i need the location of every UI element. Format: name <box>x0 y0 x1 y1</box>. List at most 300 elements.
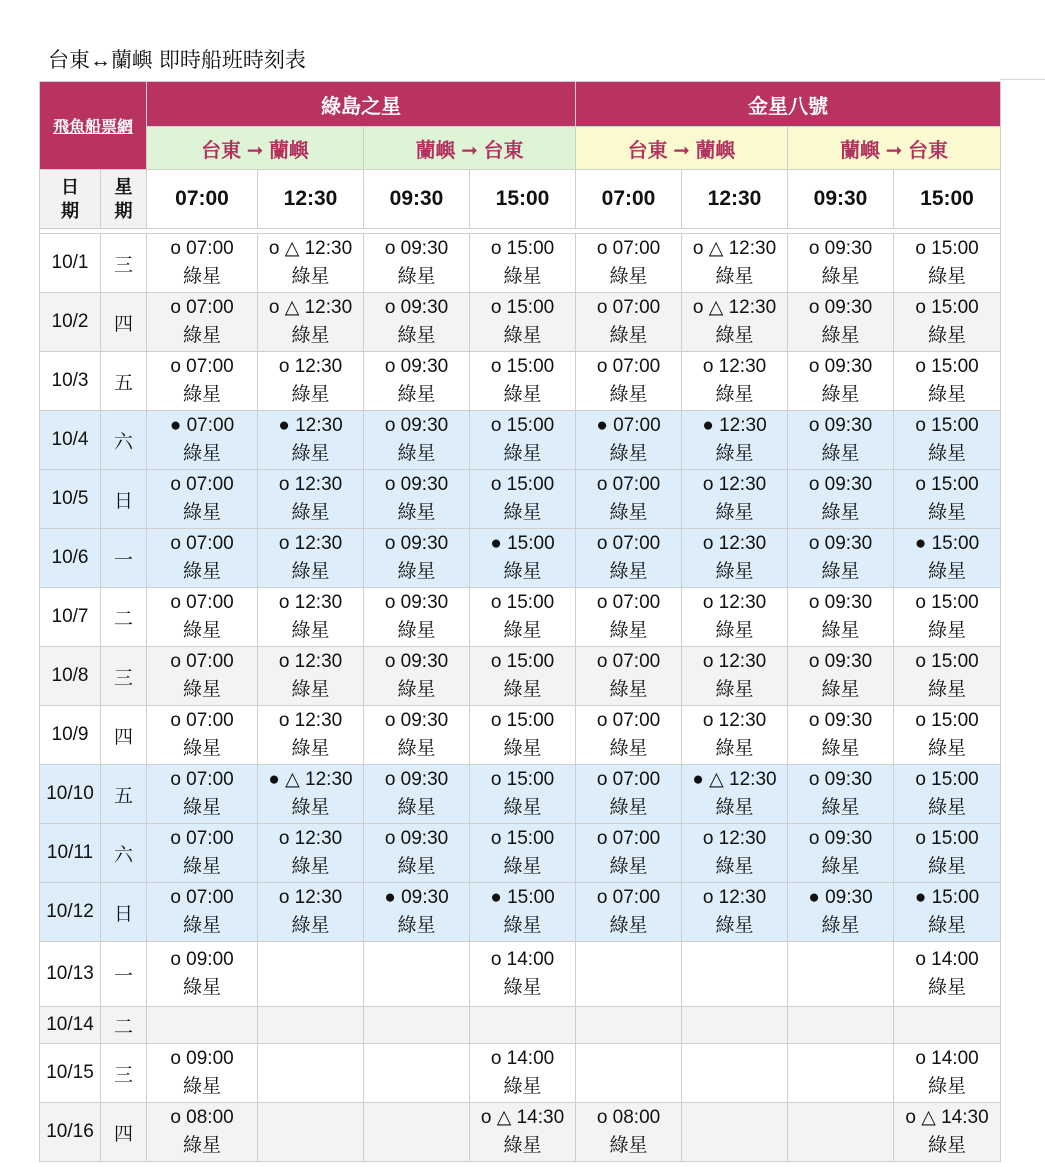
sailing-cell[interactable] <box>894 942 1001 1007</box>
weekday-cell: 二 <box>101 588 147 647</box>
sailing-entry <box>147 707 257 763</box>
table-row <box>40 765 1001 824</box>
sailing-entry <box>470 884 575 940</box>
sailing-ship: 綠星 <box>715 620 754 641</box>
sailing-cell[interactable] <box>682 470 788 529</box>
sailing-cell[interactable] <box>147 647 258 706</box>
date-column-header: 日期 <box>40 170 101 229</box>
sailing-cell[interactable] <box>788 765 894 824</box>
sailing-ship: 綠星 <box>715 266 754 287</box>
sailing-cell[interactable] <box>576 529 682 588</box>
sailing-time: o 09:30 <box>808 533 873 554</box>
sailing-cell[interactable] <box>258 883 364 942</box>
sailing-entry <box>470 412 575 468</box>
sailing-cell[interactable] <box>147 824 258 883</box>
sailing-cell[interactable] <box>147 706 258 765</box>
sailing-entry <box>258 825 363 881</box>
sailing-time: o 09:00 <box>170 949 234 970</box>
sailing-time: o 09:30 <box>384 828 449 849</box>
sailing-cell[interactable] <box>147 1103 258 1162</box>
sailing-time: o 09:30 <box>384 474 449 495</box>
sailing-time: o 12:30 <box>702 474 767 495</box>
sailing-cell[interactable] <box>788 234 894 293</box>
time-column-header: 09:30 <box>364 170 470 229</box>
sailing-cell[interactable] <box>470 1103 576 1162</box>
sailing-cell[interactable] <box>470 706 576 765</box>
sailing-entry <box>258 294 363 350</box>
sailing-entry <box>682 412 787 468</box>
sailing-entry <box>470 471 575 527</box>
sailing-entry <box>576 353 681 409</box>
sailing-entry <box>258 353 363 409</box>
sailing-entry <box>147 412 257 468</box>
sailing-ship: 綠星 <box>715 738 754 759</box>
sailing-entry <box>147 353 257 409</box>
sailing-ship: 綠星 <box>183 620 222 641</box>
date-cell: 10/13 <box>40 942 101 1007</box>
sailing-cell[interactable] <box>364 647 470 706</box>
sailing-time: ● 09:30 <box>808 887 873 908</box>
sailing-entry <box>364 412 469 468</box>
weekday-cell: 三 <box>101 234 147 293</box>
sailing-cell[interactable] <box>576 293 682 352</box>
sailing-cell[interactable] <box>894 1044 1001 1103</box>
sailing-cell[interactable] <box>470 411 576 470</box>
sailing-ship: 綠星 <box>609 620 648 641</box>
sailing-time: o 12:30 <box>278 533 343 554</box>
sailing-cell[interactable] <box>894 1103 1001 1162</box>
sailing-cell <box>258 1007 364 1044</box>
sailing-entry <box>364 766 469 822</box>
sailing-cell <box>788 942 894 1007</box>
sailing-cell[interactable] <box>470 765 576 824</box>
sailing-entry <box>147 1045 257 1101</box>
sailing-ship: 綠星 <box>183 384 222 405</box>
weekday-cell: 二 <box>101 1007 147 1044</box>
sailing-time: o 09:30 <box>384 533 449 554</box>
sailing-cell[interactable] <box>470 470 576 529</box>
sailing-entry <box>894 766 1000 822</box>
sailing-entry <box>788 471 893 527</box>
sailing-ship: 綠星 <box>715 384 754 405</box>
sailing-ship: 綠星 <box>928 797 967 818</box>
day-column-header: 星期 <box>101 170 147 229</box>
table-row <box>40 352 1001 411</box>
date-cell: 10/16 <box>40 1103 101 1162</box>
sailing-entry <box>147 530 257 586</box>
sailing-entry <box>894 471 1000 527</box>
sailing-cell[interactable] <box>894 470 1001 529</box>
sailing-ship: 綠星 <box>291 856 330 877</box>
sailing-entry <box>147 766 257 822</box>
sailing-ship: 綠星 <box>291 561 330 582</box>
sailing-cell[interactable] <box>147 411 258 470</box>
sailing-ship: 綠星 <box>503 266 542 287</box>
sailing-cell <box>258 942 364 1007</box>
sailing-cell[interactable] <box>894 588 1001 647</box>
sailing-cell[interactable] <box>470 352 576 411</box>
sailing-entry <box>576 825 681 881</box>
sailing-time: o 07:00 <box>170 592 234 613</box>
sailing-time: ● △ 12:30 <box>268 769 353 790</box>
sailing-cell[interactable] <box>364 883 470 942</box>
sailing-ship: 綠星 <box>291 620 330 641</box>
sailing-cell[interactable] <box>258 529 364 588</box>
sailing-entry <box>470 530 575 586</box>
sailing-entry <box>470 1045 575 1101</box>
sailing-entry <box>894 884 1000 940</box>
sailing-entry <box>258 766 363 822</box>
sailing-cell[interactable] <box>788 352 894 411</box>
sailing-cell[interactable] <box>147 293 258 352</box>
sailing-ship: 綠星 <box>715 443 754 464</box>
sailing-time: o 09:30 <box>808 769 873 790</box>
sailing-cell[interactable] <box>364 411 470 470</box>
sailing-cell[interactable] <box>576 824 682 883</box>
sailing-entry <box>364 235 469 291</box>
sailing-cell[interactable] <box>682 706 788 765</box>
sailing-ship: 綠星 <box>609 502 648 523</box>
sailing-time: o 07:00 <box>596 887 661 908</box>
sailing-cell[interactable] <box>682 883 788 942</box>
time-column-header: 09:30 <box>788 170 894 229</box>
sailing-cell <box>788 1103 894 1162</box>
sailing-time: o 15:00 <box>490 828 555 849</box>
sailing-cell[interactable] <box>576 411 682 470</box>
sailing-cell[interactable] <box>576 765 682 824</box>
sailing-cell[interactable] <box>147 352 258 411</box>
table-row <box>40 234 1001 293</box>
sailing-entry <box>258 235 363 291</box>
sailing-ship: 綠星 <box>183 738 222 759</box>
sailing-cell[interactable] <box>470 942 576 1007</box>
sailing-ship: 綠星 <box>928 1135 967 1156</box>
sailing-time: o 12:30 <box>702 710 767 731</box>
sailing-time: o 08:00 <box>170 1107 234 1128</box>
direction-header: 台東 ➞ 蘭嶼 <box>147 127 364 170</box>
sailing-ship: 綠星 <box>503 325 542 346</box>
sailing-cell[interactable] <box>576 1103 682 1162</box>
sailing-cell[interactable] <box>258 588 364 647</box>
table-row <box>40 1007 1001 1044</box>
sailing-cell[interactable] <box>364 706 470 765</box>
sailing-cell[interactable] <box>788 411 894 470</box>
sailing-cell[interactable] <box>258 706 364 765</box>
sailing-time: o 12:30 <box>278 651 343 672</box>
sailing-time: o 09:30 <box>808 651 873 672</box>
sailing-cell[interactable] <box>788 293 894 352</box>
sailing-entry <box>470 825 575 881</box>
sailing-entry <box>470 707 575 763</box>
sailing-cell[interactable] <box>470 1044 576 1103</box>
sailing-ship: 綠星 <box>397 266 436 287</box>
sailing-entry <box>147 294 257 350</box>
sailing-ship: 綠星 <box>397 384 436 405</box>
sailing-cell[interactable] <box>258 647 364 706</box>
table-row <box>40 588 1001 647</box>
sailing-ship: 綠星 <box>609 679 648 700</box>
sailing-entry <box>894 530 1000 586</box>
time-column-header: 07:00 <box>576 170 682 229</box>
sailing-entry <box>147 946 257 1002</box>
sailing-entry <box>894 294 1000 350</box>
weekday-cell: 一 <box>101 529 147 588</box>
sailing-cell[interactable] <box>894 765 1001 824</box>
weekday-cell: 一 <box>101 942 147 1007</box>
sailing-entry <box>788 766 893 822</box>
sailing-cell[interactable] <box>147 470 258 529</box>
sailing-ship: 綠星 <box>291 502 330 523</box>
sailing-time: o 07:00 <box>596 651 661 672</box>
sailing-entry <box>147 825 257 881</box>
sailing-time: o 14:00 <box>490 949 555 970</box>
sailing-entry <box>258 648 363 704</box>
sailing-cell[interactable] <box>470 883 576 942</box>
sailing-cell[interactable] <box>147 529 258 588</box>
sailing-time: o 07:00 <box>170 887 234 908</box>
sailing-entry <box>576 766 681 822</box>
page-title: 台東↔蘭嶼 即時船班時刻表 <box>48 49 306 72</box>
sailing-cell <box>682 1007 788 1044</box>
sailing-cell <box>576 1007 682 1044</box>
sailing-time: o 15:00 <box>915 238 979 259</box>
table-row <box>40 529 1001 588</box>
sailing-cell[interactable] <box>470 824 576 883</box>
sailing-cell[interactable] <box>470 647 576 706</box>
sailing-time: o 15:00 <box>915 297 979 318</box>
sailing-entry <box>470 648 575 704</box>
sailing-ship: 綠星 <box>609 915 648 936</box>
sailing-cell[interactable] <box>147 765 258 824</box>
sailing-time: ● 07:00 <box>596 415 661 436</box>
sailing-ship: 綠星 <box>715 856 754 877</box>
sailing-ship: 綠星 <box>821 797 860 818</box>
table-row <box>40 1103 1001 1162</box>
sailing-cell[interactable] <box>576 352 682 411</box>
sailing-time: o 07:00 <box>170 238 234 259</box>
sailing-cell[interactable] <box>364 234 470 293</box>
sailing-cell[interactable] <box>364 470 470 529</box>
weekday-cell: 三 <box>101 1044 147 1103</box>
sailing-ship: 綠星 <box>397 502 436 523</box>
sailing-cell[interactable] <box>682 234 788 293</box>
sailing-cell[interactable] <box>788 824 894 883</box>
sailing-ship: 綠星 <box>928 325 967 346</box>
sailing-ship: 綠星 <box>397 679 436 700</box>
sailing-cell[interactable] <box>147 588 258 647</box>
sailing-entry <box>894 1104 1000 1160</box>
sailing-ship: 綠星 <box>715 561 754 582</box>
sailing-ship: 綠星 <box>183 1076 222 1097</box>
sailing-cell <box>682 1044 788 1103</box>
sailing-time: ● 09:30 <box>384 887 449 908</box>
sailing-ship: 綠星 <box>715 915 754 936</box>
sailing-cell[interactable] <box>147 942 258 1007</box>
sailing-entry <box>470 589 575 645</box>
sailing-cell[interactable] <box>258 411 364 470</box>
sailing-time: o 09:30 <box>808 415 873 436</box>
sailing-cell[interactable] <box>788 470 894 529</box>
brand-cell <box>40 82 147 170</box>
sailing-cell[interactable] <box>894 293 1001 352</box>
sailing-time: o 15:00 <box>490 710 555 731</box>
brand-link[interactable]: 飛魚船票網 <box>53 119 134 136</box>
sailing-cell[interactable] <box>576 883 682 942</box>
sailing-cell <box>364 1007 470 1044</box>
sailing-cell[interactable] <box>364 529 470 588</box>
sailing-cell[interactable] <box>682 293 788 352</box>
sailing-entry <box>258 530 363 586</box>
sailing-time: o 12:30 <box>278 828 343 849</box>
sailing-cell[interactable] <box>788 706 894 765</box>
weekday-cell: 六 <box>101 411 147 470</box>
sailing-cell[interactable] <box>258 470 364 529</box>
sailing-ship: 綠星 <box>397 325 436 346</box>
sailing-cell[interactable] <box>147 883 258 942</box>
sailing-ship: 綠星 <box>503 856 542 877</box>
sailing-cell[interactable] <box>364 588 470 647</box>
weekday-cell: 日 <box>101 470 147 529</box>
sailing-ship: 綠星 <box>291 443 330 464</box>
sailing-time: o 09:30 <box>808 828 873 849</box>
sailing-ship: 綠星 <box>715 502 754 523</box>
sailing-cell[interactable] <box>894 883 1001 942</box>
sailing-cell[interactable] <box>682 411 788 470</box>
sailing-ship: 綠星 <box>183 977 222 998</box>
weekday-cell: 日 <box>101 883 147 942</box>
sailing-entry <box>364 589 469 645</box>
sailing-cell[interactable] <box>788 647 894 706</box>
sailing-entry <box>470 766 575 822</box>
sailing-ship: 綠星 <box>928 679 967 700</box>
sailing-cell[interactable] <box>788 883 894 942</box>
sailing-cell[interactable] <box>364 765 470 824</box>
sailing-entry <box>894 412 1000 468</box>
sailing-entry <box>894 825 1000 881</box>
sailing-cell[interactable] <box>682 765 788 824</box>
sailing-time: o 15:00 <box>915 651 979 672</box>
sailing-cell[interactable] <box>258 824 364 883</box>
sailing-entry <box>576 648 681 704</box>
sailing-cell[interactable] <box>364 293 470 352</box>
sailing-entry <box>682 589 787 645</box>
sailing-cell <box>894 1007 1001 1044</box>
sailing-ship: 綠星 <box>609 797 648 818</box>
sailing-cell[interactable] <box>788 588 894 647</box>
sailing-cell[interactable] <box>147 234 258 293</box>
sailing-cell[interactable] <box>576 706 682 765</box>
sailing-cell[interactable] <box>470 234 576 293</box>
sailing-cell[interactable] <box>258 765 364 824</box>
sailing-cell[interactable] <box>364 352 470 411</box>
sailing-cell[interactable] <box>470 293 576 352</box>
sailing-cell[interactable] <box>147 1044 258 1103</box>
sailing-cell[interactable] <box>788 529 894 588</box>
sailing-cell[interactable] <box>364 824 470 883</box>
sailing-cell[interactable] <box>894 647 1001 706</box>
sailing-cell[interactable] <box>576 470 682 529</box>
sailing-cell[interactable] <box>894 706 1001 765</box>
sailing-entry <box>470 1104 575 1160</box>
sailing-entry <box>788 530 893 586</box>
weekday-cell: 四 <box>101 293 147 352</box>
sailing-ship: 綠星 <box>928 977 967 998</box>
sailing-cell[interactable] <box>682 529 788 588</box>
sailing-ship: 綠星 <box>821 561 860 582</box>
sailing-cell[interactable] <box>576 588 682 647</box>
sailing-entry <box>364 648 469 704</box>
sailing-ship: 綠星 <box>609 1135 648 1156</box>
sailing-time: o 07:00 <box>596 592 661 613</box>
date-cell: 10/12 <box>40 883 101 942</box>
sailing-cell[interactable] <box>682 647 788 706</box>
sailing-ship: 綠星 <box>821 266 860 287</box>
sailing-time: o 12:30 <box>702 533 767 554</box>
sailing-cell[interactable] <box>470 588 576 647</box>
sailing-cell[interactable] <box>258 234 364 293</box>
sailing-ship: 綠星 <box>715 797 754 818</box>
sailing-time: o 15:00 <box>915 592 979 613</box>
sailing-cell[interactable] <box>258 352 364 411</box>
sailing-time: o 15:00 <box>490 474 555 495</box>
sailing-time: o 09:00 <box>170 1048 234 1069</box>
sailing-cell[interactable] <box>894 529 1001 588</box>
sailing-cell[interactable] <box>894 824 1001 883</box>
sailing-cell <box>258 1103 364 1162</box>
sailing-entry <box>147 1104 257 1160</box>
sailing-cell[interactable] <box>576 234 682 293</box>
sailing-ship: 綠星 <box>291 266 330 287</box>
sailing-entry <box>682 707 787 763</box>
sailing-time: o △ 12:30 <box>692 297 777 318</box>
sailing-cell[interactable] <box>894 411 1001 470</box>
sailing-ship: 綠星 <box>609 325 648 346</box>
table-row <box>40 647 1001 706</box>
weekday-cell: 五 <box>101 765 147 824</box>
sailing-cell[interactable] <box>682 352 788 411</box>
sailing-time: o 15:00 <box>490 356 555 377</box>
date-cell: 10/10 <box>40 765 101 824</box>
sailing-entry <box>364 353 469 409</box>
sailing-entry <box>788 825 893 881</box>
date-cell: 10/11 <box>40 824 101 883</box>
sailing-ship: 綠星 <box>821 679 860 700</box>
sailing-time: o △ 14:30 <box>480 1107 565 1128</box>
sailing-cell[interactable] <box>894 352 1001 411</box>
sailing-cell[interactable] <box>576 647 682 706</box>
sailing-time: o 12:30 <box>702 651 767 672</box>
sailing-time: o 14:00 <box>915 949 979 970</box>
sailing-time: o 09:30 <box>808 238 873 259</box>
sailing-cell[interactable] <box>682 588 788 647</box>
sailing-ship: 綠星 <box>928 443 967 464</box>
sailing-cell[interactable] <box>470 529 576 588</box>
sailing-time: o △ 12:30 <box>268 297 353 318</box>
timetable-body <box>40 234 1001 1162</box>
sailing-cell[interactable] <box>682 824 788 883</box>
date-cell: 10/2 <box>40 293 101 352</box>
sailing-ship: 綠星 <box>397 620 436 641</box>
sailing-cell[interactable] <box>258 293 364 352</box>
time-column-header: 12:30 <box>258 170 364 229</box>
sailing-ship: 綠星 <box>821 502 860 523</box>
sailing-cell[interactable] <box>894 234 1001 293</box>
sailing-ship: 綠星 <box>291 384 330 405</box>
sailing-ship: 綠星 <box>183 1135 222 1156</box>
sailing-time: o 15:00 <box>915 415 979 436</box>
sailing-time: o 07:00 <box>596 533 661 554</box>
sailing-ship: 綠星 <box>291 325 330 346</box>
